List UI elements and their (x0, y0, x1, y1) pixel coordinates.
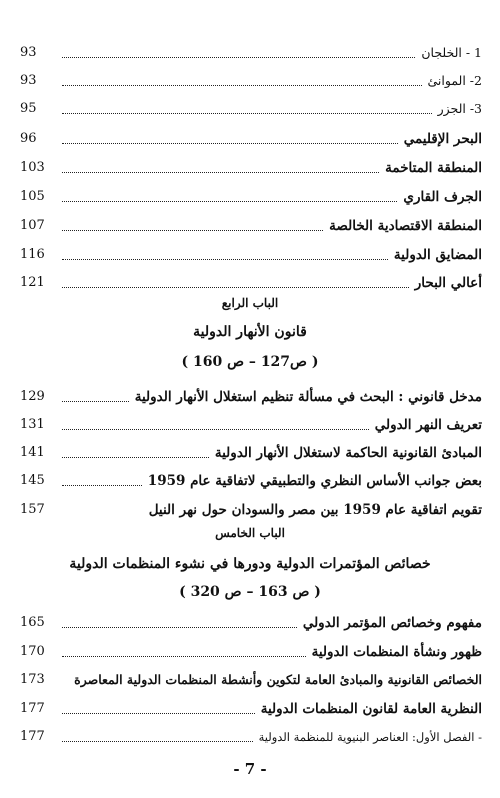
toc-entry (20, 468, 482, 490)
toc-page-number: 116 (20, 247, 45, 262)
dot-leader (62, 428, 369, 430)
toc-page-number: 93 (20, 73, 37, 88)
toc-page-number: 107 (20, 218, 45, 233)
section-label: الباب الرابع (221, 296, 279, 310)
toc-entry-title: - الفصل الأول: العناصر البنيوية للمنظمة الدولية (258, 730, 482, 744)
dot-leader (62, 286, 409, 288)
dot-leader (62, 200, 397, 202)
section-title: خصائص المؤتمرات الدولية ودورها في نشوء المنظمات الدولية (69, 556, 431, 572)
toc-entry-title: الخصائص القانونية والمبادئ العامة لتكوين وأنشطة المنظمات الدولية المعاصرة (74, 672, 482, 687)
toc-entry (20, 155, 482, 177)
toc-entry-title: تعريف النهر الدولي (374, 417, 482, 433)
toc-entry (20, 68, 482, 90)
dot-leader (62, 142, 398, 144)
toc-entry (20, 724, 482, 746)
toc-page-number: 96 (20, 131, 37, 146)
toc-entry-title: المبادئ القانونية الحاكمة لاستغلال الأنهار الدولية (214, 445, 482, 461)
toc-page-number: 141 (20, 445, 45, 460)
toc-page-number: 177 (20, 701, 45, 716)
dot-leader (62, 740, 253, 742)
toc-entry (20, 667, 482, 689)
toc-entry-title: الجرف القاري (403, 189, 482, 205)
toc-entry (20, 96, 482, 118)
section-title: قانون الأنهار الدولية (193, 324, 307, 340)
dot-leader (62, 626, 297, 628)
toc-entry (20, 639, 482, 661)
dot-leader (62, 484, 142, 486)
toc-entry-title: المضايق الدولية (393, 247, 482, 263)
section-page-range: ( ص 163 – ص 320 ) (179, 584, 321, 600)
toc-entry (20, 40, 482, 62)
toc-page-number: 145 (20, 473, 45, 488)
toc-entry (20, 184, 482, 206)
section-page-range: ( ص127 – ص 160 ) (181, 354, 319, 370)
toc-entry (20, 270, 482, 292)
toc-page-number: 129 (20, 389, 45, 404)
toc-entry-title: المنطقة المتاخمة (385, 160, 482, 176)
dot-leader (62, 400, 129, 402)
toc-entry-title: مدخل قانوني : البحث في مسألة تنظيم استغلال الأنهار الدولية (134, 389, 482, 405)
toc-entry (20, 497, 482, 519)
toc-entry-title: 1 - الخلجان (421, 45, 482, 60)
toc-entry (20, 242, 482, 264)
toc-entry (20, 126, 482, 148)
section-label: الباب الخامس (215, 526, 285, 540)
toc-page-number: 157 (20, 502, 45, 517)
dot-leader (62, 56, 415, 58)
toc-page-number: 105 (20, 189, 45, 204)
dot-leader (62, 456, 209, 458)
toc-page-number: 121 (20, 275, 45, 290)
dot-leader (62, 112, 432, 114)
dot-leader (62, 229, 323, 231)
toc-entry (20, 213, 482, 235)
toc-entry-title: أعالي البحار (414, 275, 482, 291)
toc-entry (20, 440, 482, 462)
toc-page-number: 93 (20, 45, 37, 60)
toc-page-number: 165 (20, 615, 45, 630)
toc-page-number: 173 (20, 672, 45, 687)
toc-entry-title: المنطقة الاقتصادية الخالصة (329, 218, 482, 234)
toc-entry (20, 610, 482, 632)
toc-entry (20, 384, 482, 406)
dot-leader (62, 655, 306, 657)
toc-entry-title: تقويم اتفاقية عام 1959 بين مصر والسودان حول نهر النيل (148, 502, 482, 518)
toc-page-number: 95 (20, 101, 37, 116)
toc-entry-title: 2- الموانئ (427, 73, 482, 88)
toc-page-number: 131 (20, 417, 45, 432)
toc-entry-title: ظهور ونشأة المنظمات الدولية (311, 644, 482, 660)
toc-page-number: 170 (20, 644, 45, 659)
dot-leader (62, 258, 388, 260)
dot-leader (62, 84, 422, 86)
toc-entry-title: 3- الجزر (437, 101, 482, 116)
toc-entry (20, 696, 482, 718)
toc-page-number: 103 (20, 160, 45, 175)
page-number-footer: - 7 - (233, 760, 267, 778)
toc-entry (20, 412, 482, 434)
toc-page-number: 177 (20, 729, 45, 744)
toc-entry-title: بعض جوانب الأساس النظري والتطبيقي لاتفاقية عام 1959 (147, 473, 482, 489)
dot-leader (62, 171, 379, 173)
toc-entry-title: النظرية العامة لقانون المنظمات الدولية (260, 701, 482, 717)
dot-leader (62, 712, 255, 714)
toc-entry-title: البحر الإقليمي (403, 131, 482, 147)
toc-entry-title: مفهوم وخصائص المؤتمر الدولي (302, 615, 482, 631)
